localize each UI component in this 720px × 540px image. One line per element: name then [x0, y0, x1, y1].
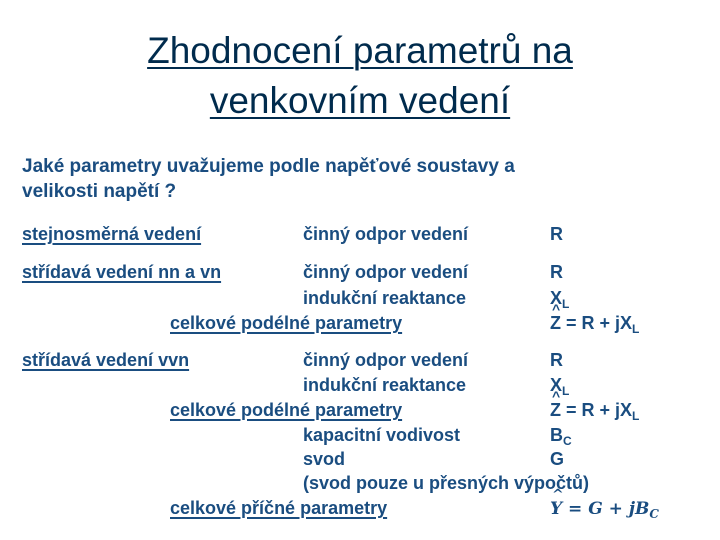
- question-line-1: Jaké parametry uvažujeme podle napěťové soustavy a: [22, 156, 515, 177]
- ac-hv-param-resistance: činný odpor vedení: [303, 350, 469, 370]
- ac-lv-total-longitudinal-label: celkové podélné parametry: [170, 313, 403, 333]
- ac-hv-symbol-xl: $X_L$: [550, 375, 570, 398]
- ac-hv-param-reactance: indukční reaktance: [303, 375, 467, 395]
- ac-hv-param-capacitive: kapacitní vodivost: [303, 425, 461, 445]
- ac-hv-symbol-g: G: [550, 449, 565, 469]
- ac-lv-param-resistance: činný odpor vedení: [303, 262, 469, 282]
- ac-hv-total-longitudinal-formula: ^ $Z = R + jX_L$: [550, 400, 639, 423]
- dc-symbol-r: R: [550, 224, 563, 244]
- slide-title: [0, 26, 720, 126]
- ac-hv-total-longitudinal-label: celkové podélné parametry: [170, 400, 403, 420]
- dc-param-resistance: činný odpor vedení: [303, 224, 469, 244]
- title-line-2: venkovním vedení: [209, 80, 511, 121]
- ac-lv-symbol-r: R: [550, 262, 563, 282]
- ac-lv-heading: střídavá vedení nn a vn: [22, 262, 222, 282]
- question-line-2: velikosti napětí ?: [22, 181, 177, 202]
- ac-hv-param-leakage: svod: [303, 449, 346, 469]
- ac-hv-symbol-r: R: [550, 350, 563, 370]
- ac-hv-leakage-note: (svod pouze u přesných výpočtů): [303, 473, 590, 493]
- ac-lv-total-longitudinal-formula: ^ $Z = R + jX_L$: [550, 313, 639, 336]
- ac-lv-param-reactance: indukční reaktance: [303, 288, 467, 308]
- ac-hv-total-transverse-formula: ^ $Y = G + jB_C$: [550, 499, 659, 521]
- ac-hv-total-transverse-label: celkové příčné parametry: [170, 498, 388, 518]
- ac-hv-heading: střídavá vedení vvn: [22, 350, 190, 370]
- dc-heading: stejnosměrná vedení: [22, 224, 202, 244]
- ac-hv-symbol-bc: $B_C$: [550, 425, 572, 448]
- ac-lv-symbol-xl: $X_L$: [550, 288, 570, 311]
- title-line-1: Zhodnocení parametrů na: [147, 30, 573, 71]
